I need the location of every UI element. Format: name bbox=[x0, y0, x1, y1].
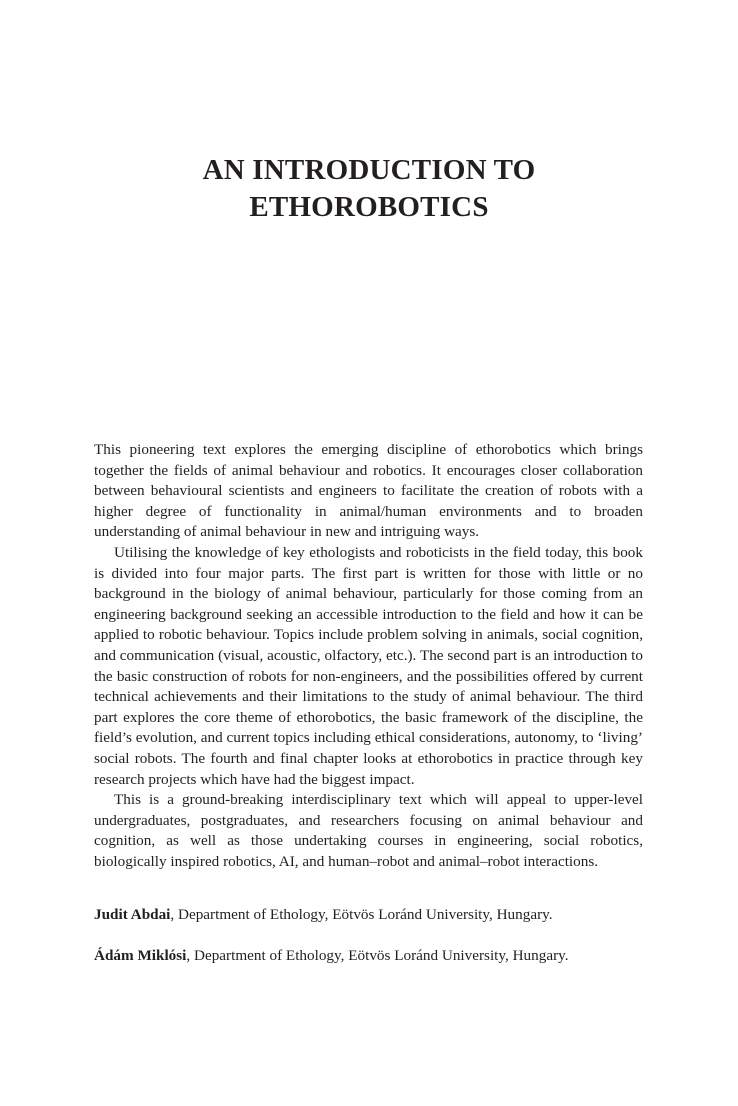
book-description bbox=[94, 440, 643, 872]
description-paragraph-1: This pioneering text explores the emerging discipline of ethorobotics which brings together the fields of animal behaviour and robotics. It encourages closer collaboration between behavioural scientists and engineers to facilitate the creation of robots with a higher degree of functionality in animal/human environments and to broaden understanding of animal behaviour in new and intriguing ways. bbox=[94, 441, 643, 541]
book-title-line-1: AN INTRODUCTION TO bbox=[202, 154, 536, 186]
book-title bbox=[0, 152, 738, 226]
author-affiliation: , Department of Ethology, Eötvös Loránd University, Hungary. bbox=[186, 946, 569, 964]
author-entry-2 bbox=[94, 946, 654, 967]
author-entry-1 bbox=[94, 905, 654, 926]
author-name: Judit Abdai bbox=[94, 906, 171, 923]
author-list bbox=[94, 905, 654, 986]
description-paragraph-3: This is a ground-breaking interdisciplinary text which will appeal to upper-level undergraduates, postgraduates, and researchers focusing on animal behaviour and cognition, as well as those undertaking courses in engineering, social robotics, biologically inspired robotics, AI, and human–robot and animal–robot interactions. bbox=[94, 791, 643, 870]
description-paragraph-2: Utilising the knowledge of key ethologists and roboticists in the field today, this book is divided into four major parts. The first part is written for those with little or no background in the biology of animal behaviour, particularly for those coming from an engineering background seeking an accessible introduction to the field and how it can be applied to robotic behaviour. Topics include problem solving in animals, social cognition, and communication (visual, acoustic, olfactory, etc.). The second part is an introduction to the basic construction of robots for non-engineers, and the possibilities offered by current technical achievements and their limitations to the study of animal behaviour. The third part explores the core theme of ethorobotics, the basic framework of the discipline, the field’s evolution, and current topics including ethical considerations, autonomy, to ‘living’ social robots. The fourth and final chapter looks at ethorobotics in practice through key research projects which have had the biggest impact. bbox=[94, 543, 643, 788]
author-name: Ádám Miklósi bbox=[94, 946, 187, 964]
book-title-line-2: ETHOROBOTICS bbox=[249, 191, 489, 223]
author-affiliation: , Department of Ethology, Eötvös Loránd University, Hungary. bbox=[170, 906, 553, 923]
